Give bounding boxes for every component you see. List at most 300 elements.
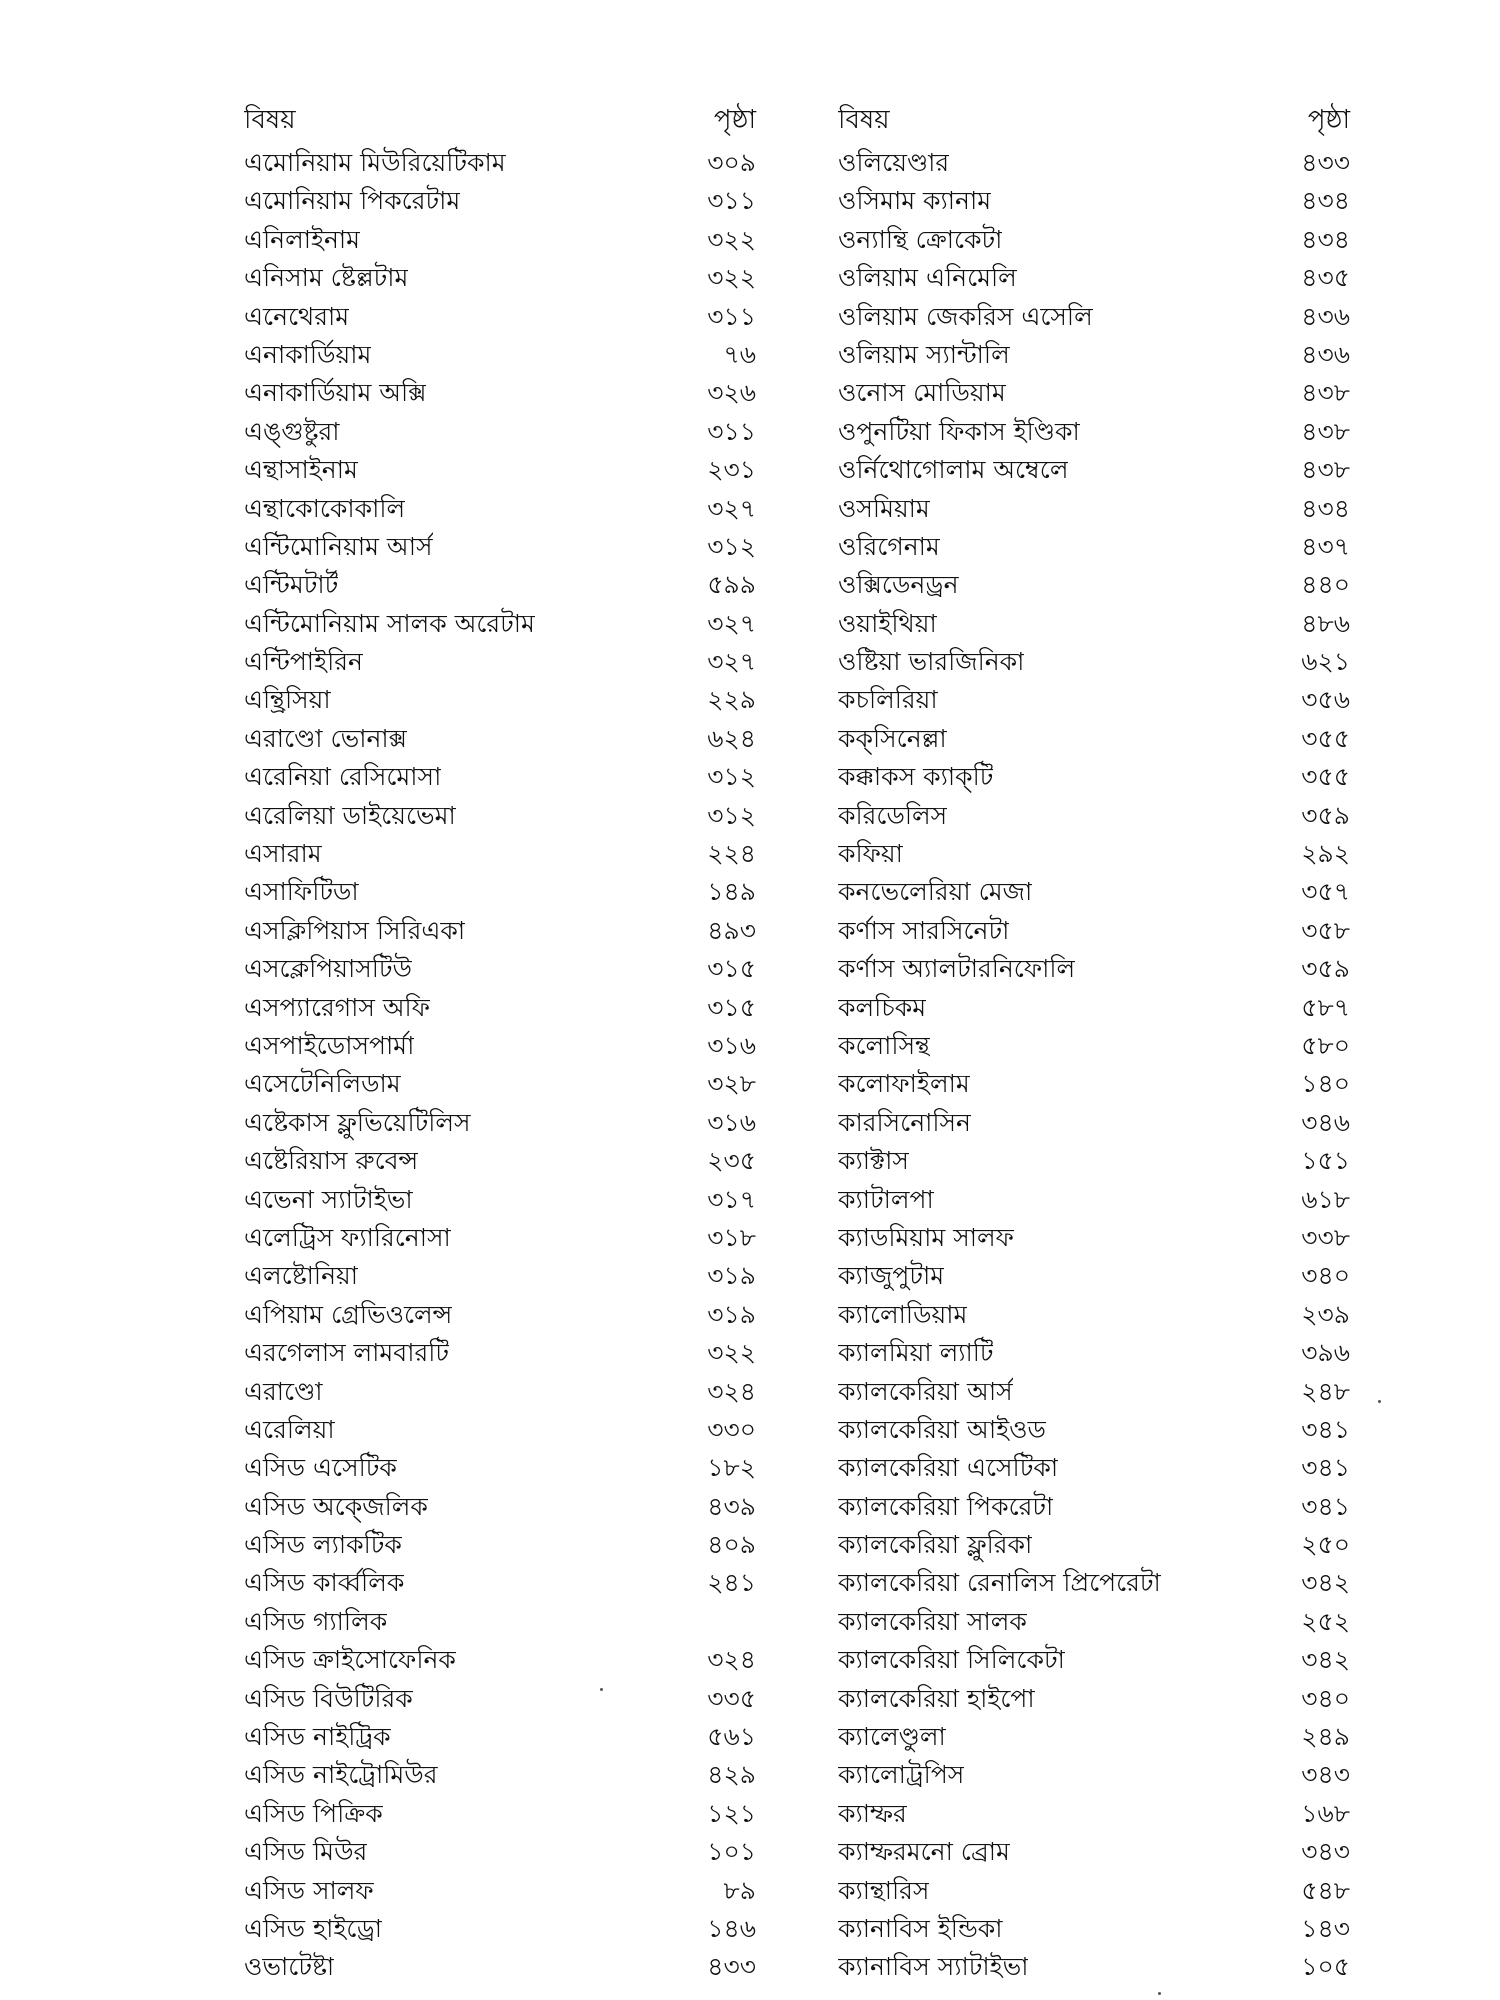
- index-entry: [838, 259, 1350, 297]
- entry-name: এরেলিয়া: [244, 1414, 335, 1444]
- entry-page: ১৪৬: [707, 1913, 756, 1943]
- entry-page: ৩৩৮: [1301, 1222, 1350, 1252]
- index-entry: [244, 681, 756, 719]
- index-entry: [244, 1296, 756, 1334]
- index-entry: [838, 1948, 1350, 1986]
- index-entry: [244, 374, 756, 412]
- entry-page: ৩৪১: [1301, 1453, 1350, 1483]
- entry-page: ৩১৭: [707, 1184, 756, 1214]
- index-entry: [838, 1142, 1350, 1180]
- scan-speck: [1158, 1992, 1161, 1995]
- entry-name: ওলিয়েণ্ডার: [838, 148, 950, 177]
- index-entry: [244, 1795, 756, 1833]
- entry-name: এসিড নাইট্রিক: [244, 1722, 391, 1752]
- entry-name: ক্যালকেরিয়া এসেটিকা: [838, 1453, 1059, 1483]
- entry-page: ২২৯: [707, 685, 756, 715]
- index-entry: [244, 873, 756, 911]
- entry-name: ওভাটেষ্টা: [244, 1952, 335, 1982]
- entry-page: ৩৩০: [707, 1414, 756, 1444]
- entry-name: কলচিকম: [838, 992, 927, 1022]
- entry-page: ৪৩৪: [1301, 493, 1350, 523]
- entry-page: ৪৮৬: [1301, 608, 1350, 638]
- entry-name: এসিড মিউর: [244, 1837, 368, 1867]
- index-entry: [244, 1027, 756, 1065]
- entry-name: ওলিয়াম এনিমেলি: [838, 263, 1017, 293]
- entry-page: ১৬৮: [1301, 1798, 1350, 1828]
- index-entry: [838, 720, 1350, 758]
- index-list-left: [244, 144, 756, 1987]
- entry-page: ৩৪৩: [1301, 1837, 1350, 1867]
- entry-page: ৩১২: [707, 531, 756, 561]
- entry-name: এরগেলাস লামবারটি: [244, 1338, 449, 1368]
- entry-name: ক্যালকেরিয়া সালক: [838, 1606, 1027, 1636]
- entry-page: ৩৫৮: [1301, 915, 1350, 945]
- entry-name: এন্থাসাইনাম: [244, 455, 358, 485]
- entry-name: করিডেলিস: [838, 800, 948, 830]
- entry-name: এসিড ক্রাইসোফেনিক: [244, 1645, 456, 1675]
- index-entry: [244, 1373, 756, 1411]
- entry-page: ৩১৫: [707, 954, 756, 984]
- entry-page: ৪৪০: [1301, 570, 1350, 600]
- index-entry: [838, 758, 1350, 796]
- entry-page: ৩২২: [707, 1338, 756, 1368]
- entry-name: ওক্সিডেনড্রন: [838, 570, 959, 600]
- entry-page: ৩১৬: [707, 1107, 756, 1137]
- entry-name: ক্যালোট্রপিস: [838, 1760, 965, 1790]
- scan-speck: [1378, 1400, 1381, 1403]
- entry-name: এপিয়াম গ্রেভিওলেন্স: [244, 1299, 453, 1329]
- index-entry: [838, 1526, 1350, 1564]
- index-entry: [244, 336, 756, 374]
- entry-name: ক্যালেণ্ডুলা: [838, 1722, 946, 1752]
- entry-name: কর্ণাস সারসিনেটা: [838, 915, 1010, 945]
- index-entry: [838, 797, 1350, 835]
- index-entry: [838, 1411, 1350, 1449]
- index-entry: [244, 758, 756, 796]
- entry-page: ১০৫: [1301, 1952, 1350, 1982]
- entry-page: ৩০৯: [707, 148, 756, 177]
- entry-name: ক্যানাবিস স্যাটাইভা: [838, 1952, 1029, 1982]
- index-entry: [838, 1756, 1350, 1794]
- entry-name: এসপাইডোসপার্মা: [244, 1030, 415, 1060]
- entry-page: ২৪৯: [1301, 1722, 1350, 1752]
- entry-name: ক্যালকেরিয়া রেনালিস প্রিপেরেটা: [838, 1568, 1161, 1598]
- entry-page: ২৪১: [707, 1568, 756, 1598]
- index-entry: [244, 1411, 756, 1449]
- entry-name: এন্টিমোনিয়াম সালক অরেটাম: [244, 608, 535, 638]
- entry-name: কক্কাকস ক্যাক্‌টি: [838, 762, 994, 792]
- entry-page: ১৪০: [1301, 1069, 1350, 1099]
- entry-name: এরাণ্ডো ভোনাক্স: [244, 723, 408, 753]
- entry-name: ওরিগেনাম: [838, 531, 940, 561]
- entry-page: ৩৫৫: [1301, 723, 1350, 753]
- entry-page: ৪২৯: [707, 1760, 756, 1790]
- index-entry: [244, 1872, 756, 1910]
- index-entry: [838, 1564, 1350, 1602]
- index-entry: [838, 182, 1350, 220]
- entry-name: ওনোস মোডিয়াম: [838, 378, 1006, 408]
- index-entry: [838, 1872, 1350, 1910]
- index-entry: [838, 528, 1350, 566]
- index-list-right: [838, 144, 1350, 1987]
- index-entry: [244, 1334, 756, 1372]
- index-entry: [244, 1641, 756, 1679]
- index-entry: [838, 1795, 1350, 1833]
- entry-page: ২৩৯: [1301, 1299, 1350, 1329]
- index-entry: [838, 1027, 1350, 1065]
- entry-name: এনিলাইনাম: [244, 224, 361, 254]
- index-entry: [244, 528, 756, 566]
- index-entry: [244, 1488, 756, 1526]
- entry-name: ক্যালকেরিয়া আইওড: [838, 1414, 1046, 1444]
- entry-name: কচলিরিয়া: [838, 685, 938, 715]
- entry-name: ক্যাটালপা: [838, 1184, 934, 1214]
- entry-name: এসারাম: [244, 839, 322, 869]
- entry-page: ৩১৯: [707, 1261, 756, 1291]
- entry-name: ওন্যান্থি ক্রোকেটা: [838, 224, 1003, 254]
- entry-page: ৩১৯: [707, 1299, 756, 1329]
- entry-page: ৩১২: [707, 800, 756, 830]
- index-entry: [838, 451, 1350, 489]
- entry-name: এনাকার্ডিয়াম অক্সি: [244, 378, 427, 408]
- index-entry: [838, 490, 1350, 528]
- entry-name: এসাফিটিডা: [244, 877, 359, 907]
- entry-page: ৩১৬: [707, 1030, 756, 1060]
- index-entry: [838, 1718, 1350, 1756]
- entry-name: এসিড নাইট্রোমিউর: [244, 1760, 438, 1790]
- entry-page: ৩১৫: [707, 992, 756, 1022]
- index-column-right: [838, 96, 1350, 1987]
- index-entry: [244, 1718, 756, 1756]
- column-header: [838, 96, 1350, 144]
- entry-name: ওলিয়াম স্যান্টালি: [838, 339, 1010, 369]
- entry-name: কলোসিন্থ: [838, 1030, 930, 1060]
- entry-page: ৩১১: [707, 186, 756, 216]
- entry-name: এসক্লিপিয়াস সিরিএকা: [244, 915, 466, 945]
- entry-name: এনেথেরাম: [244, 301, 350, 331]
- entry-page: ২৫২: [1301, 1606, 1350, 1636]
- index-entry: [244, 182, 756, 220]
- index-entry: [838, 873, 1350, 911]
- index-entry: [244, 1526, 756, 1564]
- entry-page: ৪৩৯: [707, 1491, 756, 1521]
- entry-name: এসিড ল্যাকটিক: [244, 1530, 402, 1560]
- index-entry: [244, 912, 756, 950]
- entry-name: ওষ্টিয়া ভারজিনিকা: [838, 647, 1025, 677]
- index-entry: [244, 1756, 756, 1794]
- entry-page: ৫৬১: [707, 1722, 756, 1752]
- entry-page: ৪৩৮: [1301, 416, 1350, 446]
- entry-name: এলেট্রিস ফ্যারিনোসা: [244, 1222, 451, 1252]
- entry-page: ১২১: [707, 1798, 756, 1828]
- entry-page: ২৩৫: [707, 1146, 756, 1176]
- entry-page: ৬১৮: [1301, 1184, 1350, 1214]
- index-entry: [244, 1257, 756, 1295]
- entry-name: কনভেলেরিয়া মেজা: [838, 877, 1033, 907]
- subject-heading: বিষয়: [244, 105, 296, 135]
- entry-page: ১৮২: [707, 1453, 756, 1483]
- entry-name: ওপুনটিয়া ফিকাস ইণ্ডিকা: [838, 416, 1080, 446]
- index-entry: [838, 681, 1350, 719]
- entry-page: ৩১১: [707, 301, 756, 331]
- entry-name: এসিড বিউটিরিক: [244, 1683, 413, 1713]
- entry-name: ওসমিয়াম: [838, 493, 930, 523]
- index-entry: [838, 1449, 1350, 1487]
- index-entry: [838, 1334, 1350, 1372]
- entry-page: ১৫১: [1301, 1146, 1350, 1176]
- entry-page: ৪০৯: [707, 1530, 756, 1560]
- entry-page: ৩২৭: [707, 647, 756, 677]
- entry-page: ৩১৮: [707, 1222, 756, 1252]
- entry-page: ৪৩৬: [1301, 301, 1350, 331]
- index-entry: [244, 1219, 756, 1257]
- entry-name: এসিড কার্ব্বলিক: [244, 1568, 405, 1598]
- index-entry: [244, 1142, 756, 1180]
- entry-page: ৩১১: [707, 416, 756, 446]
- entry-name: এসিড পিক্রিক: [244, 1798, 383, 1828]
- entry-name: এন্টিপাইরিন: [244, 647, 363, 677]
- entry-page: ৩২৮: [707, 1069, 756, 1099]
- index-entry: [838, 1181, 1350, 1219]
- entry-name: কলোফাইলাম: [838, 1069, 970, 1099]
- entry-page: ৩২২: [707, 263, 756, 293]
- entry-name: ক্যান্থারিস: [838, 1875, 930, 1905]
- entry-page: ৩৪৩: [1301, 1760, 1350, 1790]
- index-entry: [244, 835, 756, 873]
- entry-page: ৪৯৩: [707, 915, 756, 945]
- entry-page: ২৪৮: [1301, 1376, 1350, 1406]
- index-entry: [838, 413, 1350, 451]
- index-entry: [244, 259, 756, 297]
- entry-name: ক্যালমিয়া ল্যাটি: [838, 1338, 994, 1368]
- entry-name: এসেটেনিলিডাম: [244, 1069, 401, 1099]
- index-entry: [838, 566, 1350, 604]
- entry-page: ৪৩৭: [1301, 531, 1350, 561]
- entry-name: কক্‌সিনেল্লা: [838, 723, 947, 753]
- entry-name: ক্যাক্টাস: [838, 1146, 909, 1176]
- entry-name: এঙ্গুষ্টুরা: [244, 416, 340, 446]
- entry-page: ৩৪১: [1301, 1414, 1350, 1444]
- index-entry: [244, 989, 756, 1027]
- column-header: [244, 96, 756, 144]
- entry-name: এমোনিয়াম পিকরেটাম: [244, 186, 461, 216]
- index-entry: [244, 1833, 756, 1871]
- entry-name: এভেনা স্যাটাইভা: [244, 1184, 413, 1214]
- entry-name: ক্যালকেরিয়া আর্স: [838, 1376, 1013, 1406]
- index-entry: [244, 1449, 756, 1487]
- entry-name: এলষ্টোনিয়া: [244, 1261, 358, 1291]
- entry-page: ৩২৪: [707, 1645, 756, 1675]
- index-entry: [838, 950, 1350, 988]
- index-entry: [244, 643, 756, 681]
- entry-page: ৩২৬: [707, 378, 756, 408]
- entry-name: এষ্টেকাস ফ্লুভিয়েটিলিস: [244, 1107, 471, 1137]
- index-entry: [244, 1680, 756, 1718]
- entry-page: ৫৯৯: [707, 570, 756, 600]
- entry-page: ৩৪২: [1301, 1568, 1350, 1598]
- entry-page: ৩৪০: [1301, 1683, 1350, 1713]
- page-heading: পৃষ্ঠা: [1307, 105, 1350, 135]
- index-entry: [838, 298, 1350, 336]
- entry-page: ৩২৪: [707, 1376, 756, 1406]
- entry-name: ক্যালোডিয়াম: [838, 1299, 968, 1329]
- entry-page: ৪৩৮: [1301, 455, 1350, 485]
- index-entry: [244, 490, 756, 528]
- entry-page: ৩৪১: [1301, 1491, 1350, 1521]
- index-entry: [244, 298, 756, 336]
- entry-page: ৪৩৮: [1301, 378, 1350, 408]
- entry-page: ২৩১: [707, 455, 756, 485]
- entry-page: ৮৯: [723, 1875, 756, 1905]
- entry-name: এসিড এসেটিক: [244, 1453, 397, 1483]
- entry-name: এরাণ্ডো: [244, 1376, 323, 1406]
- index-entry: [838, 643, 1350, 681]
- entry-name: এসিড হাইড্রো: [244, 1913, 383, 1943]
- index-entry: [838, 605, 1350, 643]
- entry-page: ৩৫৫: [1301, 762, 1350, 792]
- entry-page: ৫৮০: [1301, 1030, 1350, 1060]
- entry-name: এমোনিয়াম মিউরিয়েটিকাম: [244, 148, 506, 177]
- index-entry: [244, 1564, 756, 1602]
- index-entry: [244, 413, 756, 451]
- index-entry: [838, 1641, 1350, 1679]
- entry-name: ওলিয়াম জেকরিস এসেলি: [838, 301, 1093, 331]
- entry-name: কারসিনোসিন: [838, 1107, 971, 1137]
- scan-speck: [600, 1688, 603, 1691]
- entry-page: ১৪৯: [707, 877, 756, 907]
- entry-page: ৪৩৪: [1301, 186, 1350, 216]
- index-entry: [838, 374, 1350, 412]
- entry-name: ক্যাডমিয়াম সালফ: [838, 1222, 1014, 1252]
- index-entry: [244, 1104, 756, 1142]
- entry-name: এসিড সালফ: [244, 1875, 374, 1905]
- entry-name: এসিড অক্জেলিক: [244, 1491, 428, 1521]
- index-entry: [244, 1603, 756, 1641]
- entry-page: ৬২৪: [707, 723, 756, 753]
- entry-page: ৩২৭: [707, 493, 756, 523]
- entry-page: ৩২২: [707, 224, 756, 254]
- entry-name: কর্ণাস অ্যালটারনিফোলি: [838, 954, 1076, 984]
- entry-name: ওর্নিথোগোলাম অম্বেলে: [838, 455, 1069, 485]
- index-entry: [838, 1257, 1350, 1295]
- index-entry: [838, 1833, 1350, 1871]
- index-entry: [838, 1488, 1350, 1526]
- index-entry: [244, 950, 756, 988]
- entry-name: এরেলিয়া ডাইয়েভেমা: [244, 800, 456, 830]
- subject-heading: বিষয়: [838, 105, 890, 135]
- index-entry: [838, 1065, 1350, 1103]
- index-entry: [838, 1296, 1350, 1334]
- entry-page: ২২৪: [707, 839, 756, 869]
- index-entry: [838, 1680, 1350, 1718]
- index-entry: [838, 1373, 1350, 1411]
- entry-page: ১০১: [707, 1837, 756, 1867]
- index-entry: [838, 336, 1350, 374]
- entry-name: ক্যালকেরিয়া হাইপো: [838, 1683, 1035, 1713]
- entry-name: ক্যাম্ফরমনো ব্রোম: [838, 1837, 1010, 1867]
- entry-name: এনিসাম ষ্টেল্লটাম: [244, 263, 409, 293]
- entry-page: ৪৩৪: [1301, 224, 1350, 254]
- entry-page: ৬২১: [1301, 647, 1350, 677]
- entry-name: এসিড গ্যালিক: [244, 1606, 388, 1636]
- entry-page: ৩২৭: [707, 608, 756, 638]
- index-entry: [244, 605, 756, 643]
- entry-page: ৩৪৬: [1301, 1107, 1350, 1137]
- entry-page: ২৯২: [1301, 839, 1350, 869]
- entry-page: ২৫০: [1301, 1530, 1350, 1560]
- entry-name: এন্থ্রিসিয়া: [244, 685, 331, 715]
- index-entry: [838, 1219, 1350, 1257]
- entry-page: ৪৩৬: [1301, 339, 1350, 369]
- entry-page: ৫৮৭: [1301, 992, 1350, 1022]
- index-entry: [244, 1181, 756, 1219]
- entry-name: ক্যানাবিস ইন্ডিকা: [838, 1913, 1003, 1943]
- entry-name: এন্টিমোনিয়াম আর্স: [244, 531, 433, 561]
- entry-page: ৩১২: [707, 762, 756, 792]
- entry-name: এন্থাকোকোকালি: [244, 493, 406, 523]
- index-entry: [244, 1065, 756, 1103]
- entry-page: ৭৬: [723, 339, 756, 369]
- entry-name: এসপ্যারেগাস অফি: [244, 992, 430, 1022]
- entry-name: এন্টিমটার্ট: [244, 570, 339, 600]
- entry-page: ১৪৩: [1301, 1913, 1350, 1943]
- entry-page: ৩৫৬: [1301, 685, 1350, 715]
- entry-page: ৩৯৬: [1301, 1338, 1350, 1368]
- entry-page: ৪৩৩: [1301, 148, 1350, 177]
- entry-name: এসক্লেপিয়াসটিউ: [244, 954, 413, 984]
- index-entry: [838, 989, 1350, 1027]
- index-entry: [838, 221, 1350, 259]
- index-entry: [244, 1948, 756, 1986]
- entry-name: ক্যাম্ফর: [838, 1798, 907, 1828]
- entry-name: এষ্টেরিয়াস রুবেন্স: [244, 1146, 419, 1176]
- entry-name: ক্যালকেরিয়া পিকরেটা: [838, 1491, 1054, 1521]
- entry-page: ৩৪২: [1301, 1645, 1350, 1675]
- index-entry: [838, 1603, 1350, 1641]
- page-heading: পৃষ্ঠা: [713, 105, 756, 135]
- entry-page: ৫৪৮: [1301, 1875, 1350, 1905]
- entry-name: ওয়াইথিয়া: [838, 608, 937, 638]
- entry-name: এরেনিয়া রেসিমোসা: [244, 762, 442, 792]
- entry-page: ৩৩৫: [707, 1683, 756, 1713]
- entry-name: ক্যালকেরিয়া ফ্লুরিকা: [838, 1530, 1033, 1560]
- index-entry: [244, 566, 756, 604]
- index-entry: [838, 144, 1350, 182]
- entry-name: ক্যালকেরিয়া সিলিকেটা: [838, 1645, 1065, 1675]
- index-entry: [244, 720, 756, 758]
- index-entry: [244, 797, 756, 835]
- entry-name: কফিয়া: [838, 839, 903, 869]
- index-entry: [838, 1104, 1350, 1142]
- index-entry: [244, 144, 756, 182]
- entry-page: ৩৫৯: [1301, 800, 1350, 830]
- entry-page: ৩৫৯: [1301, 954, 1350, 984]
- entry-page: ৪৩৩: [707, 1952, 756, 1982]
- entry-name: এনাকার্ডিয়াম: [244, 339, 372, 369]
- entry-page: ৩৪০: [1301, 1261, 1350, 1291]
- entry-name: ওসিমাম ক্যানাম: [838, 186, 992, 216]
- entry-page: ৩৫৭: [1301, 877, 1350, 907]
- index-entry: [838, 1910, 1350, 1948]
- index-entry: [244, 221, 756, 259]
- index-column-left: [244, 96, 756, 1987]
- index-entry: [244, 1910, 756, 1948]
- entry-name: ক্যাজুপুটাম: [838, 1261, 945, 1291]
- index-entry: [838, 912, 1350, 950]
- index-entry: [244, 451, 756, 489]
- index-entry: [838, 835, 1350, 873]
- entry-page: ৪৩৫: [1301, 263, 1350, 293]
